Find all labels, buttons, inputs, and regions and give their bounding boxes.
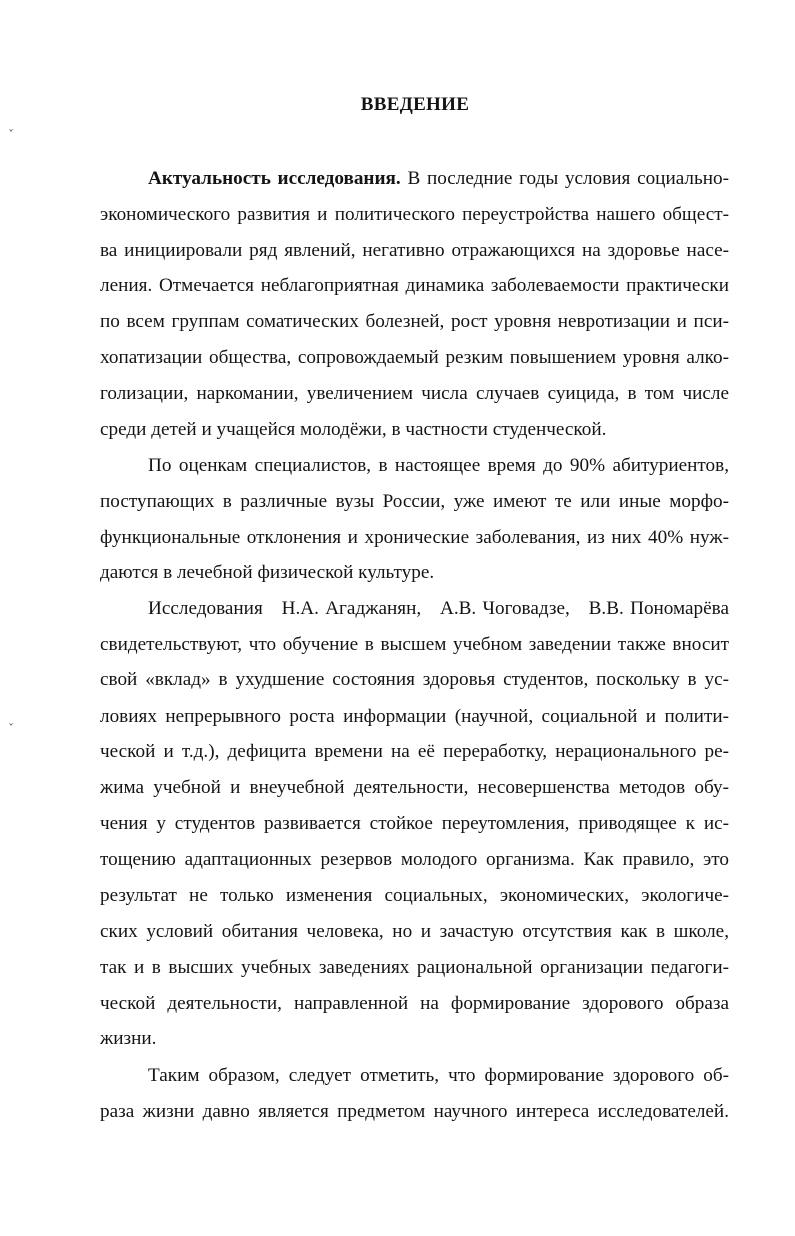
paragraph-4-line-1: Таким образом, следует отметить, что формирование здорового об- — [148, 1065, 729, 1086]
paragraph-1-line-2: экономического развития и политического переустройства нашего общест- — [100, 204, 729, 225]
paragraph-1-line-6: хопатизации общества, сопровождаемый резким повышением уровня алко- — [100, 347, 729, 368]
paragraph-2-line-3: функциональные отклонения и хронические заболевания, из них 40% нуж- — [100, 527, 729, 548]
paragraph-1-line-4: ления. Отмечается неблагоприятная динамика заболеваемости практически — [100, 275, 729, 296]
paragraph-1-line-7: голизации, наркомании, увеличением числа случаев суицида, в том числе — [100, 383, 729, 404]
paragraph-3-line-12: ческой деятельности, направленной на формирование здорового образа — [100, 993, 729, 1014]
paragraph-4-line-2: раза жизни давно является предметом научного интереса исследователей. — [100, 1101, 729, 1122]
paragraph-2-line-4: даются в лечебной физической культуре. — [100, 562, 435, 583]
paragraph-3-line-2: свидетельствуют, что обучение в высшем учебном заведении также вносит — [100, 634, 729, 655]
paragraph-2-line-2: поступающих в различные вузы России, уже имеют те или иные морфо- — [100, 491, 729, 512]
paragraph-1-line-8: среди детей и учащейся молодёжи, в частности студенческой. — [100, 419, 607, 440]
paragraph-3-line-10: ских условий обитания человека, но и зачастую отсутствия как в школе, — [100, 921, 729, 942]
paragraph-3-line-4: ловиях непрерывного роста информации (научной, социальной и полити- — [100, 706, 729, 727]
scan-tick-mark: ˇ — [8, 128, 14, 142]
paragraph-3-line-8: тощению адаптационных резервов молодого организма. Как правило, это — [100, 849, 729, 870]
paragraph-3-line-9: результат не только изменения социальных, экономических, экологиче- — [100, 885, 729, 906]
paragraph-lead: Актуальность исследования. — [148, 168, 401, 189]
paragraph-3-line-1: Исследования Н.А. Агаджанян, А.В. Чоговадзе, В.В. Пономарёва — [148, 598, 729, 619]
paragraph-3-line-11: так и в высших учебных заведениях рациональной организации педагоги- — [100, 957, 729, 978]
scan-tick-mark: ˇ — [8, 722, 14, 736]
paragraph-1-line-5: по всем группам соматических болезней, рост уровня невротизации и пси- — [100, 311, 729, 332]
paragraph-1-line-1 — [148, 167, 729, 191]
paragraph-text: В последние годы условия социально- — [400, 168, 729, 189]
paragraph-3-line-5: ческой и т.д.), дефицита времени на её переработку, нерационального ре- — [100, 741, 729, 762]
paragraph-3-line-3: свой «вклад» в ухудшение состояния здоровья студентов, поскольку в ус- — [100, 669, 729, 690]
paragraph-3-line-7: чения у студентов развивается стойкое переутомления, приводящее к ис- — [100, 813, 729, 834]
paragraph-3-line-6: жима учебной и внеучебной деятельности, несовершенства методов обу- — [100, 777, 729, 798]
paragraph-1-line-3: ва инициировали ряд явлений, негативно отражающихся на здоровье насе- — [100, 240, 729, 261]
paragraph-3-line-13: жизни. — [100, 1028, 157, 1049]
paragraph-2-line-1: По оценкам специалистов, в настоящее время до 90% абитуриентов, — [148, 455, 729, 476]
page-heading: ВВЕДЕНИЕ — [360, 94, 470, 115]
